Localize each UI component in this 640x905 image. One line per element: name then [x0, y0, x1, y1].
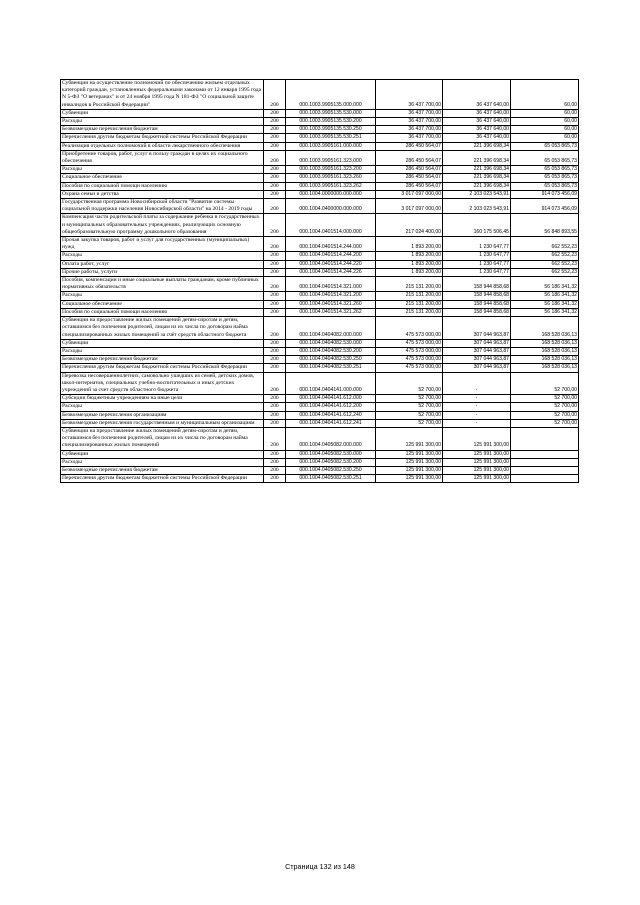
row-executed-cell: 307 044 963,87	[443, 364, 511, 372]
table-row	[61, 308, 579, 316]
row-code-cell: 200	[264, 450, 286, 458]
row-approved-cell: 52 700,00	[376, 372, 443, 395]
table-row	[61, 150, 579, 165]
row-approved-cell: 215 131 200,00	[376, 308, 443, 316]
table-row	[61, 118, 579, 126]
row-unexecuted-cell: 56 186 341,32	[511, 292, 579, 300]
row-name-cell: Реализация отдельных полномочий в области лекарственного обеспечения	[61, 142, 264, 150]
row-unexecuted-cell: 52 700,00	[511, 411, 579, 419]
row-executed-cell: 2 103 023 543,91	[443, 190, 511, 198]
row-unexecuted-cell: 662 552,23	[511, 237, 579, 252]
table-row	[61, 292, 579, 300]
row-executed-cell: 307 044 963,87	[443, 317, 511, 340]
row-name-cell: Государственная программа Новосибирской области "Развитие системы социальной поддержки населения Новосибирской области" на 2014 - 2019 годы	[61, 199, 264, 214]
row-executed-cell: 125 991 300,00	[443, 466, 511, 474]
row-unexecuted-cell	[511, 458, 579, 466]
row-classification-code-cell: 000.1004.0400000.000.000	[286, 199, 376, 214]
row-name-cell: Субсидии бюджетным учреждениям на иные цели	[61, 395, 264, 403]
row-name-cell: Социальное обеспечение	[61, 174, 264, 182]
table-row	[61, 300, 579, 308]
row-name-cell: Безвозмездные перечисления организациям	[61, 411, 264, 419]
row-approved-cell: 1 893 200,00	[376, 252, 443, 260]
table-row	[61, 182, 579, 190]
row-executed-cell: 125 991 300,00	[443, 458, 511, 466]
row-classification-code-cell: 000.1004.0404141.612.241	[286, 419, 376, 427]
row-code-cell: 200	[264, 174, 286, 182]
row-unexecuted-cell: 52 700,00	[511, 395, 579, 403]
row-approved-cell: 1 893 200,00	[376, 237, 443, 252]
row-approved-cell: 125 991 300,00	[376, 458, 443, 466]
row-code-cell: 200	[264, 317, 286, 340]
row-unexecuted-cell	[511, 475, 579, 483]
row-executed-cell: 158 944 858,68	[443, 292, 511, 300]
row-executed-cell: -	[443, 372, 511, 395]
row-name-cell: Субвенции на предоставление жилых помещений детям-сиротам и детям, оставшимся без попечения родителей, лицам из их числа по договорам найма специализированных жилых помещений за счёт средств областного бюджета	[61, 317, 264, 340]
row-executed-cell: 158 944 858,68	[443, 277, 511, 292]
row-classification-code-cell: 000.1003.9905135.530.200	[286, 118, 376, 126]
row-name-cell: Социальное обеспечение	[61, 300, 264, 308]
row-approved-cell: 36 437 700,00	[376, 118, 443, 126]
row-approved-cell: 217 024 400,00	[376, 214, 443, 237]
row-classification-code-cell: 000.1004.0404141.612.200	[286, 403, 376, 411]
row-approved-cell: 215 131 200,00	[376, 292, 443, 300]
row-executed-cell: 125 991 300,00	[443, 475, 511, 483]
row-code-cell: 200	[264, 109, 286, 117]
row-classification-code-cell: 000.1004.0401514.244.220	[286, 260, 376, 268]
row-name-cell: Субвенции на предоставление жилых помещений детям-сиротам и детям, оставшимся без попечения родителей, лицам из их числа по договорам найма специализированных жилых помещений	[61, 427, 264, 450]
row-name-cell: Расходы	[61, 347, 264, 355]
row-code-cell: 200	[264, 134, 286, 142]
row-approved-cell: 3 017 097 000,00	[376, 199, 443, 214]
row-name-cell: Расходы	[61, 166, 264, 174]
row-approved-cell: 475 573 000,00	[376, 347, 443, 355]
row-unexecuted-cell: 168 528 036,13	[511, 364, 579, 372]
row-approved-cell: 52 700,00	[376, 395, 443, 403]
row-executed-cell: 221 396 698,34	[443, 150, 511, 165]
row-classification-code-cell: 000.1003.9905161.323.260	[286, 174, 376, 182]
row-code-cell: 200	[264, 166, 286, 174]
table-row	[61, 260, 579, 268]
row-name-cell: Субвенции	[61, 339, 264, 347]
row-classification-code-cell: 000.1003.9905161.000.000	[286, 142, 376, 150]
row-approved-cell: 286 450 564,07	[376, 142, 443, 150]
table-row	[61, 317, 579, 340]
row-name-cell: Расходы	[61, 118, 264, 126]
row-code-cell: 200	[264, 308, 286, 316]
table-row	[61, 458, 579, 466]
row-executed-cell: 36 437 640,00	[443, 134, 511, 142]
row-classification-code-cell: 000.1004.0404082.530.000	[286, 339, 376, 347]
row-classification-code-cell: 000.1004.0405082.530.000	[286, 450, 376, 458]
row-name-cell: Охрана семьи и детства	[61, 190, 264, 198]
table-row	[61, 80, 579, 110]
row-unexecuted-cell: 65 053 865,73	[511, 182, 579, 190]
row-code-cell: 200	[264, 142, 286, 150]
row-classification-code-cell: 000.1004.0405082.530.251	[286, 475, 376, 483]
row-name-cell: Безвозмездные перечисления бюджетам	[61, 356, 264, 364]
row-classification-code-cell: 000.1004.0405082.530.200	[286, 458, 376, 466]
row-approved-cell: 475 573 000,00	[376, 364, 443, 372]
table-row	[61, 403, 579, 411]
row-approved-cell: 36 437 700,00	[376, 126, 443, 134]
row-classification-code-cell: 000.1003.9905135.530.251	[286, 134, 376, 142]
row-code-cell: 200	[264, 292, 286, 300]
row-executed-cell: 125 991 300,00	[443, 427, 511, 450]
table-row	[61, 142, 579, 150]
row-code-cell: 200	[264, 419, 286, 427]
table-row	[61, 475, 579, 483]
row-executed-cell: -	[443, 395, 511, 403]
row-classification-code-cell: 000.1004.0401514.244.226	[286, 268, 376, 276]
row-code-cell: 200	[264, 372, 286, 395]
row-unexecuted-cell: 52 700,00	[511, 419, 579, 427]
table-row	[61, 427, 579, 450]
row-unexecuted-cell: 168 528 036,13	[511, 347, 579, 355]
row-unexecuted-cell: 56 186 341,32	[511, 300, 579, 308]
row-executed-cell: 221 396 698,34	[443, 182, 511, 190]
table-row	[61, 252, 579, 260]
row-unexecuted-cell: 60,00	[511, 134, 579, 142]
row-code-cell: 200	[264, 475, 286, 483]
row-executed-cell: 307 044 963,87	[443, 339, 511, 347]
row-code-cell: 200	[264, 427, 286, 450]
row-executed-cell: 307 044 963,87	[443, 347, 511, 355]
row-unexecuted-cell	[511, 466, 579, 474]
row-code-cell: 200	[264, 403, 286, 411]
row-code-cell: 200	[264, 237, 286, 252]
row-executed-cell: 160 175 506,45	[443, 214, 511, 237]
table-row	[61, 109, 579, 117]
row-classification-code-cell: 000.1004.0000000.000.000	[286, 190, 376, 198]
row-name-cell: Расходы	[61, 458, 264, 466]
row-unexecuted-cell: 52 700,00	[511, 403, 579, 411]
row-code-cell: 200	[264, 182, 286, 190]
row-executed-cell: 307 044 963,87	[443, 356, 511, 364]
row-classification-code-cell: 000.1004.0404082.530.200	[286, 347, 376, 355]
row-approved-cell: 215 131 200,00	[376, 277, 443, 292]
row-name-cell: Перечисления другим бюджетам бюджетной системы Российской Федерации	[61, 134, 264, 142]
row-unexecuted-cell	[511, 427, 579, 450]
row-executed-cell: 2 103 023 543,91	[443, 199, 511, 214]
row-approved-cell: 215 131 200,00	[376, 300, 443, 308]
table-row	[61, 411, 579, 419]
table-body	[61, 80, 579, 483]
row-approved-cell: 3 017 097 000,00	[376, 190, 443, 198]
row-classification-code-cell: 000.1004.0401514.321.260	[286, 300, 376, 308]
row-unexecuted-cell: 56 186 341,32	[511, 277, 579, 292]
row-classification-code-cell: 000.1003.9905135.000.000	[286, 80, 376, 110]
row-code-cell: 200	[264, 214, 286, 237]
budget-execution-table	[60, 79, 579, 483]
row-classification-code-cell: 000.1003.9905161.323.000	[286, 150, 376, 165]
table-row	[61, 466, 579, 474]
row-name-cell: Субвенции	[61, 450, 264, 458]
table-row	[61, 339, 579, 347]
row-unexecuted-cell: 662 552,23	[511, 260, 579, 268]
row-executed-cell: 158 944 858,68	[443, 308, 511, 316]
row-name-cell: Расходы	[61, 403, 264, 411]
row-unexecuted-cell: 56 848 893,55	[511, 214, 579, 237]
row-unexecuted-cell: 60,00	[511, 126, 579, 134]
row-approved-cell: 286 450 564,07	[376, 182, 443, 190]
row-approved-cell: 52 700,00	[376, 411, 443, 419]
row-name-cell: Расходы	[61, 252, 264, 260]
row-name-cell: Приобретение товаров, работ, услуг в пользу граждан в целях их социального обеспечения	[61, 150, 264, 165]
row-approved-cell: 125 991 300,00	[376, 466, 443, 474]
row-executed-cell: -	[443, 419, 511, 427]
table-row	[61, 395, 579, 403]
row-code-cell: 200	[264, 347, 286, 355]
row-code-cell: 200	[264, 118, 286, 126]
row-classification-code-cell: 000.1003.9905161.323.262	[286, 182, 376, 190]
table-row	[61, 166, 579, 174]
row-name-cell: Перевозка несовершеннолетних, самовольно ушедших из семей, детских домов, школ-интернатов, специальных учебно-воспитательных и иных детских учреждений за счет средств областного бюджета	[61, 372, 264, 395]
row-approved-cell: 1 893 200,00	[376, 260, 443, 268]
row-unexecuted-cell: 914 073 456,09	[511, 190, 579, 198]
row-code-cell: 200	[264, 277, 286, 292]
row-unexecuted-cell	[511, 450, 579, 458]
row-code-cell: 200	[264, 411, 286, 419]
row-approved-cell: 36 437 700,00	[376, 80, 443, 110]
row-classification-code-cell: 000.1004.0404141.612.240	[286, 411, 376, 419]
row-approved-cell: 52 700,00	[376, 419, 443, 427]
row-executed-cell: -	[443, 411, 511, 419]
table-row	[61, 126, 579, 134]
table-row	[61, 450, 579, 458]
row-classification-code-cell: 000.1004.0401514.244.200	[286, 252, 376, 260]
row-code-cell: 200	[264, 395, 286, 403]
row-unexecuted-cell: 65 053 865,73	[511, 174, 579, 182]
row-unexecuted-cell: 662 552,23	[511, 252, 579, 260]
row-approved-cell: 52 700,00	[376, 403, 443, 411]
row-code-cell: 200	[264, 364, 286, 372]
row-classification-code-cell: 000.1004.0401514.000.000	[286, 214, 376, 237]
row-unexecuted-cell: 52 700,00	[511, 372, 579, 395]
row-unexecuted-cell: 168 528 036,13	[511, 317, 579, 340]
row-executed-cell: 221 396 698,34	[443, 166, 511, 174]
table-row	[61, 237, 579, 252]
row-unexecuted-cell: 65 053 865,73	[511, 166, 579, 174]
row-code-cell: 200	[264, 80, 286, 110]
row-approved-cell: 475 573 000,00	[376, 317, 443, 340]
row-code-cell: 200	[264, 339, 286, 347]
row-code-cell: 200	[264, 126, 286, 134]
row-unexecuted-cell: 60,00	[511, 118, 579, 126]
row-approved-cell: 475 573 000,00	[376, 339, 443, 347]
row-classification-code-cell: 000.1004.0404141.612.000	[286, 395, 376, 403]
row-approved-cell: 286 450 564,07	[376, 174, 443, 182]
row-name-cell: Прочая закупка товаров, работ и услуг для государственных (муниципальных) нужд	[61, 237, 264, 252]
row-executed-cell: 36 437 640,00	[443, 109, 511, 117]
row-classification-code-cell: 000.1004.0404082.000.000	[286, 317, 376, 340]
row-name-cell: Пособия по социальной помощи населению	[61, 182, 264, 190]
table-row	[61, 214, 579, 237]
row-classification-code-cell: 000.1004.0401514.244.000	[286, 237, 376, 252]
row-executed-cell: 36 437 640,00	[443, 80, 511, 110]
row-classification-code-cell: 000.1003.9905135.530.000	[286, 109, 376, 117]
row-approved-cell: 1 893 200,00	[376, 268, 443, 276]
row-classification-code-cell: 000.1004.0405082.000.000	[286, 427, 376, 450]
row-code-cell: 200	[264, 252, 286, 260]
row-approved-cell: 125 991 300,00	[376, 475, 443, 483]
row-name-cell: Безвозмездные перечисления бюджетам	[61, 126, 264, 134]
row-code-cell: 200	[264, 268, 286, 276]
row-classification-code-cell: 000.1004.0401514.321.262	[286, 308, 376, 316]
row-name-cell: Прочие работы, услуги	[61, 268, 264, 276]
row-classification-code-cell: 000.1003.9905161.323.200	[286, 166, 376, 174]
row-executed-cell: 1 230 647,77	[443, 252, 511, 260]
row-code-cell: 200	[264, 260, 286, 268]
row-executed-cell: 125 991 300,00	[443, 450, 511, 458]
row-unexecuted-cell: 60,00	[511, 80, 579, 110]
row-name-cell: Пособия, компенсации и иные социальные выплаты гражданам, кроме публичных нормативных обязательств	[61, 277, 264, 292]
row-executed-cell: 36 437 640,00	[443, 118, 511, 126]
table-row	[61, 199, 579, 214]
row-executed-cell: 1 230 647,77	[443, 260, 511, 268]
page-number-footer: Страница 132 из 148	[285, 862, 355, 871]
row-name-cell: Компенсация части родительской платы за содержание ребенка в государственных и муниципальных образовательных учреждениях, реализующих основную общеобразовательную программу дошкольного образования	[61, 214, 264, 237]
table-row	[61, 347, 579, 355]
row-unexecuted-cell: 65 053 865,73	[511, 150, 579, 165]
row-code-cell: 200	[264, 300, 286, 308]
row-name-cell: Пособия по социальной помощи населению	[61, 308, 264, 316]
row-classification-code-cell: 000.1004.0401514.321.000	[286, 277, 376, 292]
row-name-cell: Безвозмездные перечисления бюджетам	[61, 466, 264, 474]
row-code-cell: 200	[264, 356, 286, 364]
row-unexecuted-cell: 65 053 865,73	[511, 142, 579, 150]
row-name-cell: Расходы	[61, 292, 264, 300]
row-executed-cell: 158 944 858,68	[443, 300, 511, 308]
row-classification-code-cell: 000.1003.9905135.530.250	[286, 126, 376, 134]
table-row	[61, 364, 579, 372]
row-name-cell: Субвенции на осуществление полномочий по обеспечению жильем отдельных категорий граждан, установленных федеральными законами от 12 января 1995 года N 5-ФЗ "О ветеранах" и от 24 ноября 1995 года N 181-ФЗ "О социальной защите инвалидов в Российской Федерации"	[61, 80, 264, 110]
row-name-cell: Субвенции	[61, 109, 264, 117]
row-name-cell: Перечисления другим бюджетам бюджетной системы Российской Федерации	[61, 364, 264, 372]
row-executed-cell: 1 230 647,77	[443, 237, 511, 252]
table-row	[61, 356, 579, 364]
table-row	[61, 372, 579, 395]
table-row	[61, 174, 579, 182]
row-classification-code-cell: 000.1004.0404082.530.251	[286, 364, 376, 372]
row-code-cell: 200	[264, 466, 286, 474]
row-classification-code-cell: 000.1004.0401514.321.200	[286, 292, 376, 300]
row-unexecuted-cell: 168 528 036,13	[511, 356, 579, 364]
row-approved-cell: 286 450 564,07	[376, 166, 443, 174]
row-executed-cell: 221 396 698,34	[443, 174, 511, 182]
row-executed-cell: 1 230 647,77	[443, 268, 511, 276]
row-classification-code-cell: 000.1004.0404082.530.250	[286, 356, 376, 364]
table-row	[61, 190, 579, 198]
row-unexecuted-cell: 662 552,23	[511, 268, 579, 276]
row-name-cell: Перечисления другим бюджетам бюджетной системы Российской Федерации	[61, 475, 264, 483]
row-unexecuted-cell: 168 528 036,13	[511, 339, 579, 347]
row-name-cell: Оплата работ, услуг	[61, 260, 264, 268]
row-approved-cell: 475 573 000,00	[376, 356, 443, 364]
row-code-cell: 200	[264, 190, 286, 198]
table-row	[61, 419, 579, 427]
row-code-cell: 200	[264, 458, 286, 466]
row-approved-cell: 125 991 300,00	[376, 450, 443, 458]
table-row	[61, 268, 579, 276]
table-row	[61, 277, 579, 292]
row-executed-cell: 221 396 698,34	[443, 142, 511, 150]
row-classification-code-cell: 000.1004.0404141.000.000	[286, 372, 376, 395]
row-unexecuted-cell: 60,00	[511, 109, 579, 117]
row-approved-cell: 125 991 300,00	[376, 427, 443, 450]
row-approved-cell: 286 450 564,07	[376, 150, 443, 165]
row-name-cell: Безвозмездные перечисления государственным и муниципальным организациям	[61, 419, 264, 427]
row-approved-cell: 36 437 700,00	[376, 109, 443, 117]
table-row	[61, 134, 579, 142]
row-code-cell: 200	[264, 150, 286, 165]
row-unexecuted-cell: 56 186 341,32	[511, 308, 579, 316]
row-approved-cell: 36 437 700,00	[376, 134, 443, 142]
row-code-cell: 200	[264, 199, 286, 214]
row-classification-code-cell: 000.1004.0405082.530.250	[286, 466, 376, 474]
row-executed-cell: 36 437 640,00	[443, 126, 511, 134]
row-executed-cell: -	[443, 403, 511, 411]
row-unexecuted-cell: 914 073 456,09	[511, 199, 579, 214]
